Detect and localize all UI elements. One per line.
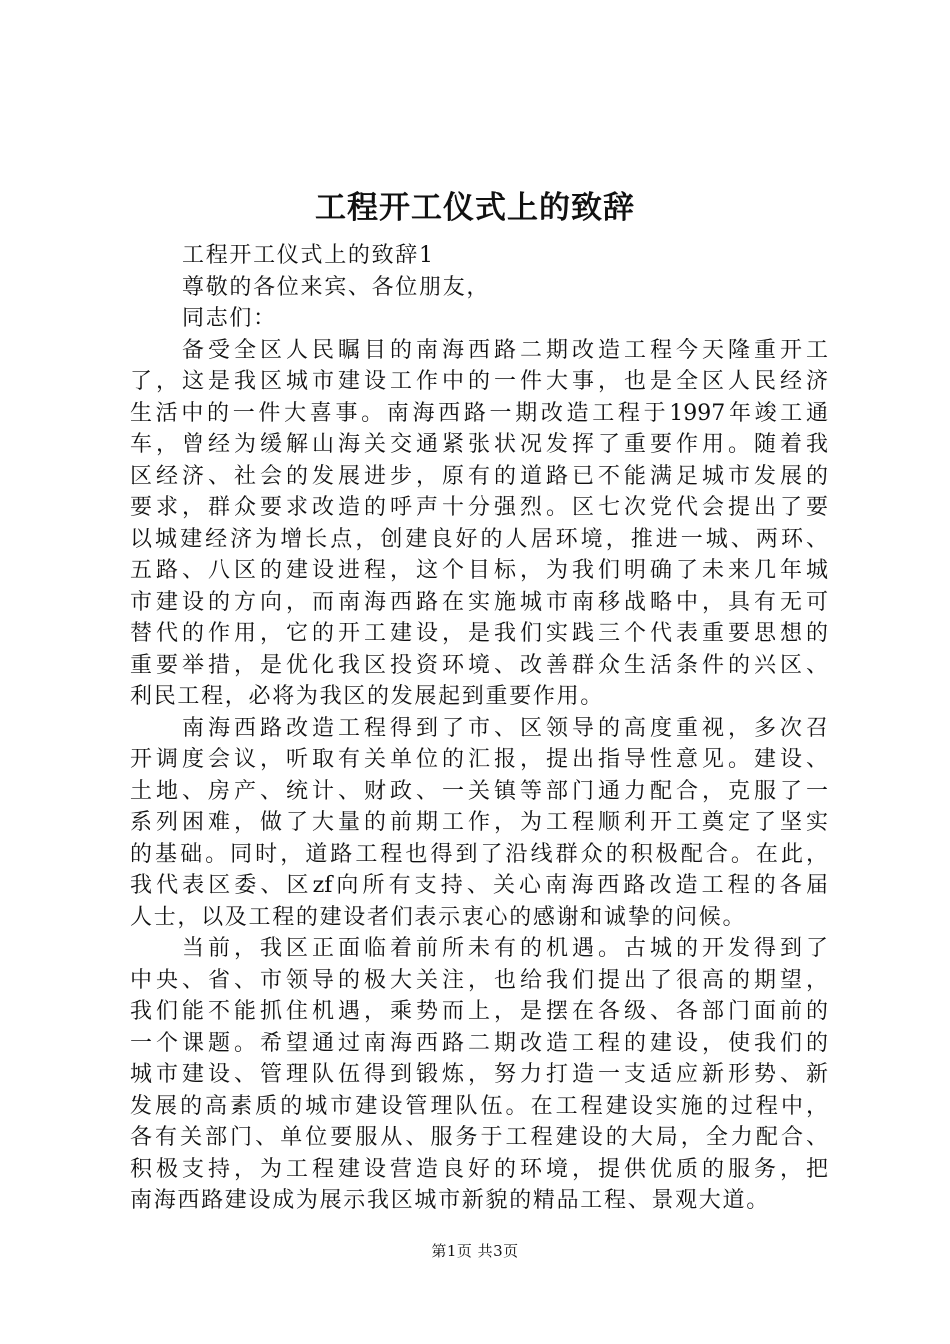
text-line: 的基础。同时，道路工程也得到了沿线群众的积极配合。在此， xyxy=(130,841,828,867)
text-line: 发展的高素质的城市建设管理队伍。在工程建设实施的过程中， xyxy=(130,1093,828,1119)
text-line: 一个课题。希望通过南海西路二期改造工程的建设，使我们的 xyxy=(130,1030,828,1056)
text-line: 了，这是我区城市建设工作中的一件大事，也是全区人民经济 xyxy=(130,369,828,394)
text-line: 重要举措，是优化我区投资环境、改善群众生活条件的兴区、 xyxy=(130,652,828,678)
text-line: 南海西路建设成为展示我区城市新貌的精品工程、景观大道。 xyxy=(130,1188,770,1213)
text-line: 市建设的方向，而南海西路在实施城市南移战略中，具有无可 xyxy=(130,589,828,615)
text-line: 各有关部门、单位要服从、服务于工程建设的大局，全力配合、 xyxy=(130,1125,828,1150)
text-line: 五路、八区的建设进程，这个目标，为我们明确了未来几年城 xyxy=(130,558,828,583)
page-title: 工程开工仪式上的致辞 xyxy=(315,190,635,226)
text-line: 中央、省、市领导的极大关注，也给我们提出了很高的期望， xyxy=(130,967,828,993)
text-line: 开调度会议，听取有关单位的汇报，提出指导性意见。建设、 xyxy=(130,747,828,772)
text-line: 南海西路改造工程得到了市、区领导的高度重视，多次召 xyxy=(182,715,828,741)
text-line: 我代表区委、区zf向所有支持、关心南海西路改造工程的各届 xyxy=(130,873,828,898)
text-line: 积极支持，为工程建设营造良好的环境，提供优质的服务，把 xyxy=(130,1156,828,1182)
text-line: 车，曾经为缓解山海关交通紧张状况发挥了重要作用。随着我 xyxy=(130,432,828,457)
text-line: 人士，以及工程的建设者们表示衷心的感谢和诚挚的问候。 xyxy=(130,904,747,930)
text-line: 我们能不能抓住机遇，乘势而上，是摆在各级、各部门面前的 xyxy=(130,999,828,1024)
text-line: 要求，群众要求改造的呼声十分强烈。区七次党代会提出了要 xyxy=(130,495,828,520)
text-line: 利民工程，必将为我区的发展起到重要作用。 xyxy=(130,684,605,709)
document-body xyxy=(130,240,828,1217)
text-line: 同志们： xyxy=(182,306,277,331)
text-line: 城市建设、管理队伍得到锻炼，努力打造一支适应新形势、新 xyxy=(130,1062,828,1087)
text-line: 以城建经济为增长点，创建良好的人居环境，推进一城、两环、 xyxy=(130,526,828,552)
page-footer: 第1页 共3页 xyxy=(431,1242,519,1260)
text-line: 替代的作用，它的开工建设，是我们实践三个代表重要思想的 xyxy=(130,621,828,646)
text-line: 当前，我区正面临着前所未有的机遇。古城的开发得到了 xyxy=(182,936,828,961)
text-line: 区经济、社会的发展进步，原有的道路已不能满足城市发展的 xyxy=(130,463,828,489)
text-line: 尊敬的各位来宾、各位朋友， xyxy=(182,274,491,300)
text-line: 工程开工仪式上的致辞1 xyxy=(182,243,435,268)
text-line: 备受全区人民瞩目的南海西路二期改造工程今天隆重开工 xyxy=(182,337,828,363)
text-line: 系列困难，做了大量的前期工作，为工程顺利开工奠定了坚实 xyxy=(130,810,828,835)
text-line: 生活中的一件大喜事。南海西路一期改造工程于1997年竣工通 xyxy=(130,400,828,426)
text-line: 土地、房产、统计、财政、一关镇等部门通力配合，克服了一 xyxy=(130,778,828,804)
